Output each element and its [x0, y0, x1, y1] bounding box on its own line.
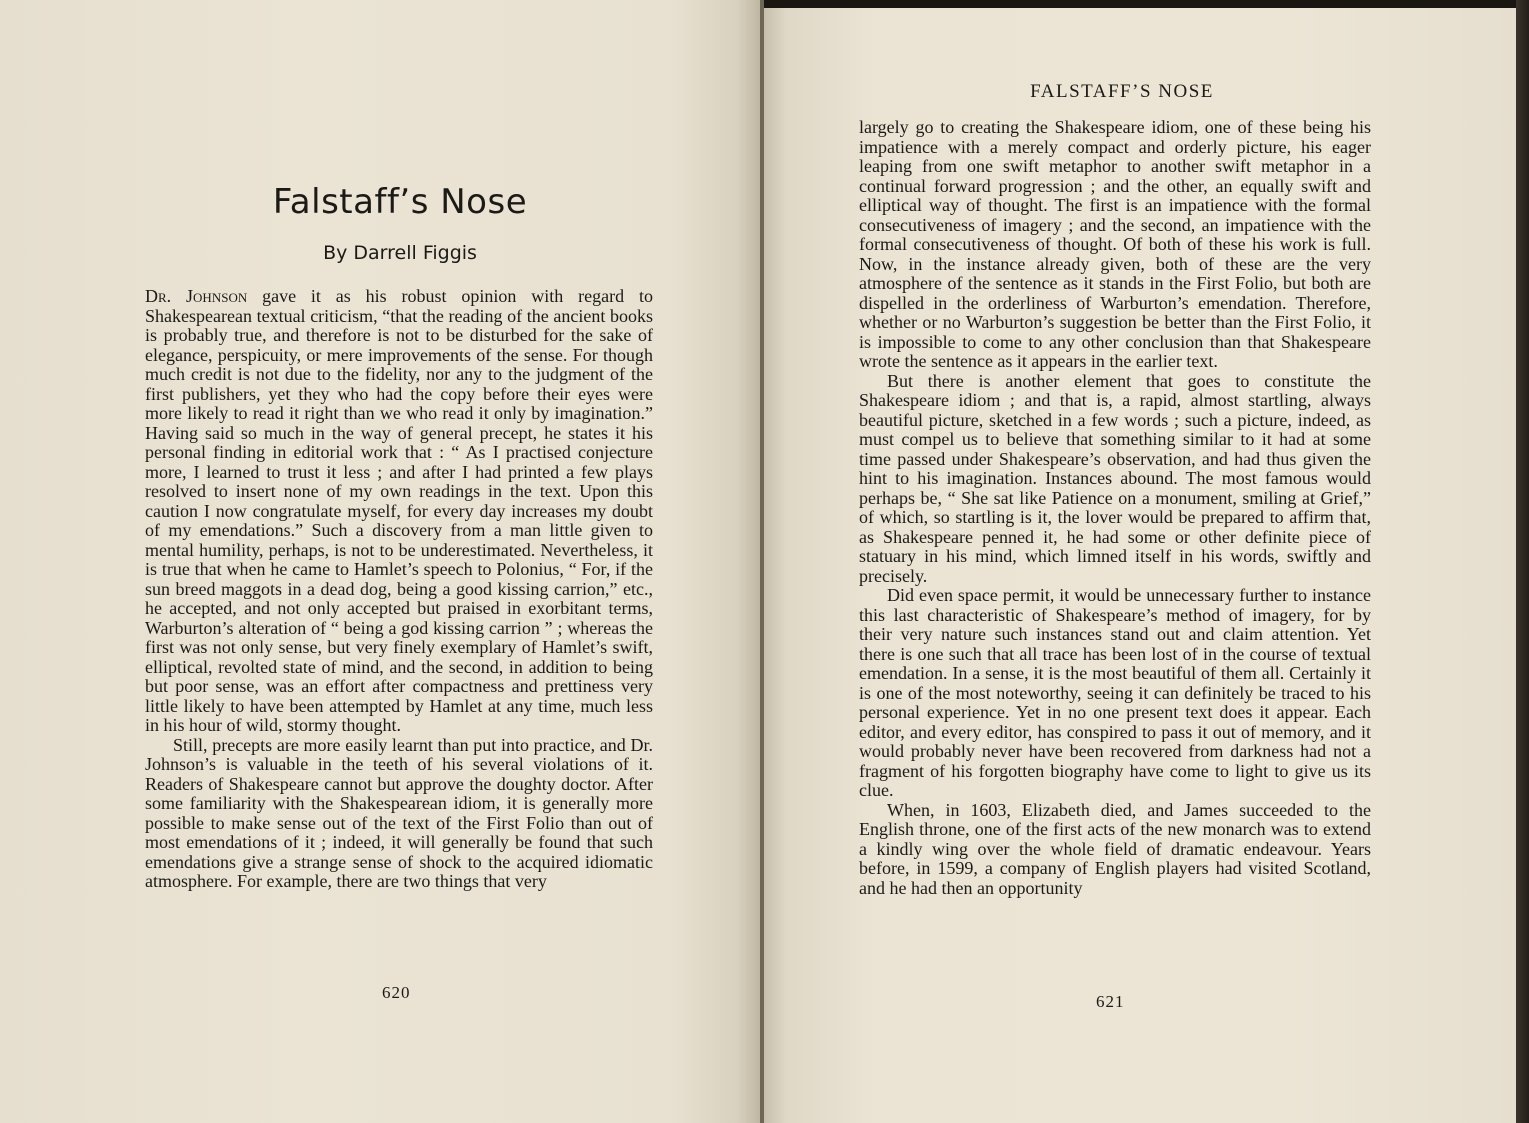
book-edge: [1516, 0, 1529, 1123]
left-page: [0, 0, 760, 1123]
right-page: [764, 0, 1516, 1123]
article-title: Falstaff’s Nose: [272, 182, 528, 222]
right-page-body: [859, 118, 1371, 898]
lead-name: Dr. Johnson: [145, 286, 248, 306]
paragraph: Did even space permit, it would be unnecessary further to instance this last characteristic of Shakespeare’s method of imagery, for by their very nature such instances stand out and claim attention. Yet there is one such that all trace has been lost of in the course of textual emendation. In a sense, it is the most beautiful of them all. Certainly it is one of the most noteworthy, seeing it can definitely be traced to his personal experience. Yet in no one present text does it appear. Each editor, and every editor, has conspired to pass it out of memory, and it would probably never have been recovered from darkness had not a fragment of his forgotten biography have come to light to give us its clue.: [859, 585, 1371, 800]
paragraph: When, in 1603, Elizabeth died, and James succeeded to the English throne, one of the first acts of the new monarch was to extend a kindly wing over the whole field of dramatic endeavour. Years before, in 1599, a company of English players had visited Scotland, and he had then an opportunity: [859, 799, 1371, 898]
paragraph: Still, precepts are more easily learnt than put into practice, and Dr. Johnson’s is valuable in the teeth of his several violations of it. Readers of Shakespeare cannot but approve the doughty doctor. After some familiarity with the Shakespearean idiom, it is generally more possible to make sense out of the text of the First Folio than out of most emendations of it ; indeed, it will generally be found that such emendations give a strange sense of shock to the acquired idiomatic atmosphere. For example, there are two things that very: [145, 734, 653, 891]
paragraph: But there is another element that goes to constitute the Shakespeare idiom ; and that is, a rapid, almost startling, always beautiful picture, sketched in a few words ; such a picture, indeed, as must compel us to believe that something similar to it had at some time passed under Shakespeare’s observation, and had thus given the hint to his imagination. Instances abound. The most famous would perhaps be, “ She sat like Patience on a monument, smiling at Grief,” of which, so startling is it, the lover would be prepared to affirm that, as Shakespeare penned it, he had some or other definite piece of statuary in his mind, which limned itself in his words, swiftly and precisely.: [859, 370, 1371, 586]
page-number: 621: [1096, 992, 1125, 1011]
left-page-body: [145, 287, 653, 892]
page-number: 620: [382, 983, 411, 1002]
paragraph: largely go to creating the Shakespeare idiom, one of these being his impatience with a merely compact and orderly picture, his eager leaping from one swift metaphor to another swift metaphor in a continual forward progression ; and the other, an equally swift and elliptical way of thought. The first is an impatience with the formal consecutiveness of imagery ; and the second, an impatience with the formal consecutiveness of thought. Of both of these his work is full. Now, in the instance already given, both of these are the very atmosphere of the sentence as it stands in the First Folio, but both are dispelled in the orderliness of Warburton’s emendation. Therefore, whether or no Warburton’s suggestion be better than the First Folio, it is impossible to come to any other conclusion than that Shakespeare wrote the sentence as it appears in the earlier text.: [859, 117, 1371, 371]
paragraph: [145, 287, 653, 736]
paragraph-text: gave it as his robust opinion with regard to Shakespearean textual criticism, “that the reading of the ancient books is probably true, and therefore is not to be disturbed for the sake of elegance, perspicuity, or mere improvements of the sense. For though much credit is not due to the fidelity, nor any to the judgment of the first publishers, yet they who had the copy before their eyes were more likely to read it right than we who read it only by imagination.” Having said so much in the way of general precept, he states it his personal finding in editorial work that : “ As I practised conjecture more, I learned to trust it less ; and after I had printed a few plays resolved to insert none of my own readings in the text. Upon this caution I now congratulate myself, for every day increases my doubt of my emendations.” Such a discovery from a man little given to mental humility, perhaps, is not to be underestimated. Nevertheless, it is true that when he came to Hamlet’s speech to Polonius, “ For, if the sun breed maggots in a dead dog, being a good kissing carrion,” etc., he accepted, and not only accepted but praised in exorbitant terms, Warburton’s alteration of “ being a god kissing carrion ” ; whereas the first was not only sense, but very finely exemplary of Hamlet’s swift, elliptical, revolted state of mind, and the second, in addition to being but poor sense, was an effort after compactness and prettiness very little likely to have been attempted by Hamlet at any time, much less in his hour of wild, stormy thought.: [145, 286, 653, 735]
running-head: FALSTAFF’S NOSE: [1030, 81, 1214, 102]
article-byline: By Darrell Figgis: [323, 242, 477, 264]
